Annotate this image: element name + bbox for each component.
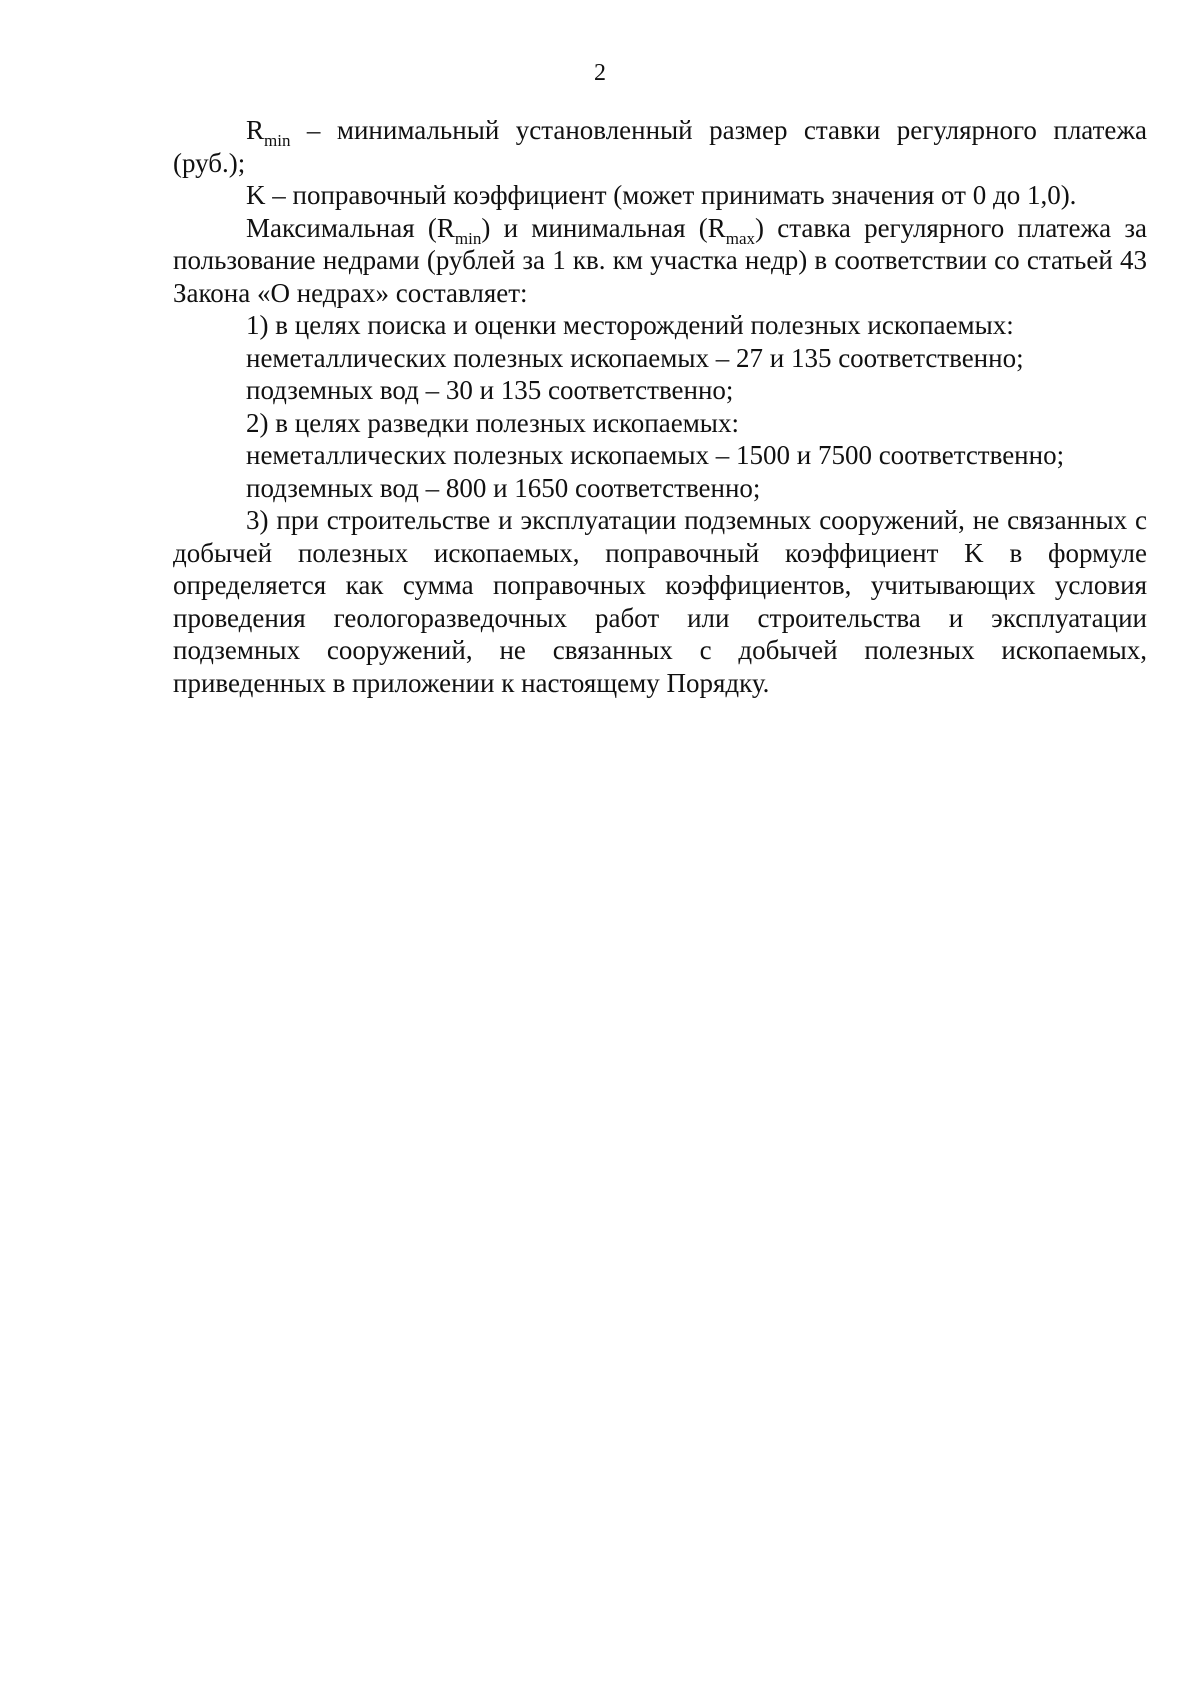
search-groundwater-text: подземных вод – 30 и 135 соответственно; <box>246 375 734 405</box>
exploration-nonmetallic-text: неметаллических полезных ископаемых – 1500 и 7500 соответственно; <box>246 440 1065 470</box>
exploration-groundwater-text: подземных вод – 800 и 1650 соответственно; <box>246 472 761 503</box>
subscript-min: min <box>454 228 482 248</box>
list-item-exploration-nonmetallic <box>173 439 1147 472</box>
paragraph-k-definition <box>173 179 1147 212</box>
rates-intro-text-a: Максимальная (R <box>246 212 455 243</box>
list-item-construction <box>173 504 1147 699</box>
rmin-definition-text: – минимальный установленный размер ставки регулярного платежа (руб.); <box>173 115 1147 178</box>
paragraph-rates-intro <box>173 212 1147 310</box>
construction-text: 3) при строительстве и эксплуатации подземных сооружений, не связанных с добычей полезных ископаемых, поправочный коэффициент K в формуле определяется как сумма поправочных коэффициентов, учитывающих условия проведения геологоразведочных работ или строительства и эксплуатации подземных сооружений, не связанных с добычей полезных ископаемых, приведенных в приложении к настоящему Порядку. <box>173 505 1147 698</box>
list-item-search-nonmetallic <box>173 342 1147 375</box>
list-item-search-groundwater <box>173 374 1147 407</box>
list-item-exploration-heading <box>173 407 1147 440</box>
search-nonmetallic-text: неметаллических полезных ископаемых – 27 и 135 соответственно; <box>246 342 1024 373</box>
search-heading-text: 1) в целях поиска и оценки месторождений полезных ископаемых: <box>246 310 1014 340</box>
rates-intro-text-b: ) и минимальная (R <box>481 212 726 243</box>
rates-intro-text-c: ) ставка регулярного платежа за пользование недрами (рублей за 1 кв. км участка недр) в соответствии со статьей 43 Закона «О недрах» составляет: <box>173 212 1147 308</box>
subscript-max: max <box>725 228 756 248</box>
list-item-exploration-groundwater <box>173 472 1147 505</box>
document-body <box>173 114 1147 699</box>
list-item-search-heading <box>173 309 1147 342</box>
paragraph-rmin-definition <box>173 114 1147 179</box>
page-number: 2 <box>594 60 606 86</box>
subscript-min: min <box>264 131 291 150</box>
exploration-heading-text: 2) в целях разведки полезных ископаемых: <box>246 407 739 438</box>
symbol-r: R <box>246 115 265 145</box>
k-definition-text: K – поправочный коэффициент (может принимать значения от 0 до 1,0). <box>246 180 1077 210</box>
